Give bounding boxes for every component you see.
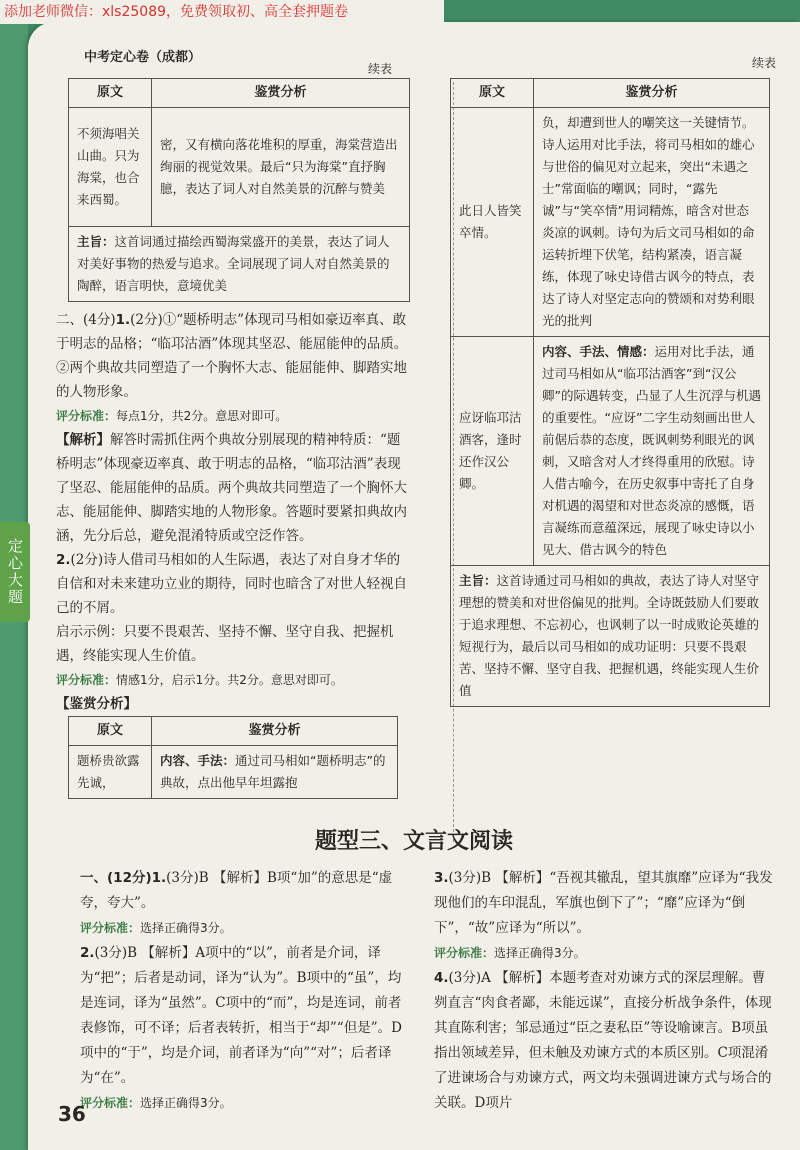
left-analysis-table bbox=[68, 78, 410, 302]
analysis-label: 内容、手法、情感： bbox=[542, 344, 655, 359]
original-cell: 应讶临邛沽酒客，逢时还作汉公卿。 bbox=[451, 337, 534, 566]
right-column bbox=[450, 78, 770, 707]
q2-2-answer bbox=[56, 548, 410, 620]
summary-cell bbox=[451, 566, 770, 707]
q1-answer bbox=[80, 866, 410, 916]
page-number: 36 bbox=[58, 1102, 86, 1126]
analysis-text: 运用对比手法，通过司马相如从“临邛沽酒客”到“汉公卿”的际遇转变，凸显了人生沉浮与机遇的重要性。“应讶”二字生动刻画出世人前倨后恭的态度，既讽刺势利眼光的讽刺，又暗含对人才终得重用的欣慰。诗人借古喻今，在历史叙事中寄托了自身对机遇的渴望和对世态炎凉的感慨，语言凝练而意蕴深远，展现了咏史诗以小见大、借古讽今的特色 bbox=[542, 344, 761, 557]
bottom-right-column bbox=[434, 866, 774, 1116]
grade-text: 选择正确得3分。 bbox=[140, 1096, 232, 1110]
question-2-block bbox=[56, 308, 410, 799]
q2-2-hint: 启示示例：只要不畏艰苦、坚持不懈、坚守自我、把握机遇，终能实现人生价值。 bbox=[56, 624, 394, 664]
grade-text: 选择正确得3分。 bbox=[494, 946, 586, 960]
summary-label: 主旨： bbox=[459, 573, 497, 588]
q-number: 4. bbox=[434, 970, 449, 986]
grade-label: 评分标准： bbox=[80, 1096, 141, 1110]
analysis-cell bbox=[152, 746, 398, 799]
q1-grade bbox=[80, 916, 410, 941]
q2-text: (3分)B 【解析】A项中的“以”，前者是介词，译为“把”；后者是动词，译为“认为”。B项中的“虽”，均是连词，译为“虽然”。C项中的“而”，均是连词，前者表修饰，可不译；后者表转折，相当于“却”“但是”。D项中的“于”，均是介词，前者译为“向”“对”；后者译为“在”。 bbox=[80, 945, 402, 1086]
grade-label: 评分标准： bbox=[80, 921, 141, 935]
analysis-label: 内容、手法： bbox=[160, 753, 236, 768]
analysis-text: 通过司马相如“题桥明志”的典故，点出他早年坦露抱 bbox=[160, 753, 386, 790]
summary-text: 这首诗通过司马相如的典故，表达了诗人对坚守理想的赞美和对世俗偏见的批判。全诗既鼓励人们要敢于追求理想、不忘初心，也讽刺了以一时成败论英雄的短视行为，最后以司马相如的成功证明：只要不畏艰苦、坚持不懈、坚守自我、把握机遇，终能实现人生价值 bbox=[459, 573, 760, 698]
grade-label: 评分标准： bbox=[56, 409, 117, 423]
q2-2-grade bbox=[56, 668, 410, 692]
grade-text: 情感1分，启示1分。共2分。意思对即可。 bbox=[116, 673, 343, 687]
q3-text: (3分)B 【解析】“吾视其辙乱，望其旗靡”应译为“我发现他们的车印混乱，军旗也倒下了”；“靡”应译为“倒下”，“故”应译为“所以”。 bbox=[434, 870, 773, 936]
original-cell: 此日人皆笑卒情。 bbox=[451, 108, 534, 337]
grade-text: 每点1分，共2分。意思对即可。 bbox=[116, 409, 288, 423]
q3-grade bbox=[434, 941, 774, 966]
grade-text: 选择正确得3分。 bbox=[140, 921, 232, 935]
q2-1-explain bbox=[56, 428, 410, 548]
col-header-analysis: 鉴赏分析 bbox=[534, 79, 770, 108]
col-header-original: 原文 bbox=[69, 717, 152, 746]
analysis-cell bbox=[534, 337, 770, 566]
original-cell: 题桥贵欲露先诚， bbox=[69, 746, 152, 799]
q1-text: (3分)B 【解析】B项“加”的意思是“虚夸，夸大”。 bbox=[80, 870, 393, 911]
analysis-cell: 负，却遭到世人的嘲笑这一关键情节。诗人运用对比手法，将司马相如的雄心与世俗的偏见对立起来，突出“未遇之士”常面临的嘲讽；同时，“露先诚”与“笑卒情”用词精炼，暗含对世态炎凉的讽刺。诗句为后文司马相如的命运转折埋下伏笔，结构紧凑，语言凝练，体现了咏史诗借古讽今的特点，表达了诗人对坚定志向的赞颂和对势利眼光的批判 bbox=[534, 108, 770, 337]
q2-1-grade bbox=[56, 404, 410, 428]
q4-text: (3分)A 【解析】本题考查对劝谏方式的深层理解。曹刿直言“肉食者鄙，未能远谋”，直接分析战争条件，体现其直陈利害；邹忌通过“臣之妻私臣”等设喻谏言。B项虽指出领域差异，但未触及劝谏方式的本质区别。C项混淆了进谏场合与劝谏方式，两文均未强调进谏方式与场合的关联。D项片 bbox=[434, 970, 772, 1111]
bottom-left-column bbox=[80, 866, 410, 1116]
running-header: 中考定心卷（成都） bbox=[84, 50, 202, 65]
continued-label-right: 续表 bbox=[752, 56, 777, 70]
explain-label: 【解析】 bbox=[56, 432, 110, 448]
section-title: 题型三、文言文阅读 bbox=[314, 829, 513, 854]
q2-answer bbox=[80, 941, 410, 1091]
q-number: 2. bbox=[56, 552, 71, 568]
q4-answer bbox=[434, 966, 774, 1116]
right-analysis-table bbox=[450, 78, 770, 707]
analysis-cell: 密，又有横向落花堆积的厚重，海棠营造出绚丽的视觉效果。最后“只为海棠”直抒胸臆，表达了词人对自然美景的沉醉与赞美 bbox=[152, 108, 410, 227]
q-number: 3. bbox=[434, 870, 449, 886]
table-row bbox=[451, 337, 770, 566]
col-header-analysis: 鉴赏分析 bbox=[152, 79, 410, 108]
left-column bbox=[56, 78, 410, 799]
q-number: 2. bbox=[80, 945, 95, 961]
summary-label: 主旨： bbox=[77, 234, 115, 249]
summary-cell bbox=[69, 227, 410, 302]
grade-label: 评分标准： bbox=[434, 946, 495, 960]
q2-2-text: (2分)诗人借司马相如的人生际遇，表达了对自身才华的自信和对未来建功立业的期待，同时也暗含了对世人轻视自己的不屑。 bbox=[56, 552, 407, 616]
col-header-original: 原文 bbox=[451, 79, 534, 108]
continued-label-left: 续表 bbox=[368, 62, 393, 76]
q3-answer bbox=[434, 866, 774, 941]
q-number: 1. bbox=[115, 312, 131, 328]
table-row bbox=[69, 746, 398, 799]
q2-1-text: (2分)①“题桥明志”体现司马相如豪迈率真、敢于明志的品格；“临邛沽酒”体现其坚忍、能屈能伸的品质。②两个典故共同塑造了一个胸怀大志、能屈能伸、脚踏实地的人物形象。 bbox=[56, 312, 408, 400]
table-row bbox=[451, 108, 770, 337]
watermark-text: 添加老师微信：xls25089，免费领取初、高全套押题卷 bbox=[0, 0, 444, 24]
col-header-original: 原文 bbox=[69, 79, 152, 108]
original-cell: 不须海唱关山曲。只为海棠，也合来西蜀。 bbox=[69, 108, 152, 227]
q2-intro: 二、(4分) bbox=[56, 312, 116, 328]
grade-label: 评分标准： bbox=[56, 673, 117, 687]
table-row bbox=[69, 108, 410, 227]
explain-text: 解答时需抓住两个典故分别展现的精神特质：“题桥明志”体现豪迈率真、敢于明志的品格，“临邛沽酒”表现了坚忍、能屈能伸的品质。两个典故共同塑造了一个胸怀大志、能屈能伸、脚踏实地的人物形象。答题时要紧扣典故内涵，先分后总，避免混淆特质或空泛作答。 bbox=[56, 432, 407, 544]
appreciation-table bbox=[68, 716, 398, 799]
q-number: 一、(12分)1. bbox=[80, 870, 167, 886]
q2-1-answer bbox=[56, 308, 410, 404]
q2-grade bbox=[80, 1091, 410, 1116]
summary-text: 这首词通过描绘西蜀海棠盛开的美景，表达了词人对美好事物的热爱与追求。全词展现了词人对自然美景的陶醉，语言明快，意境优美 bbox=[77, 234, 390, 293]
section-tab: 定心大题 bbox=[0, 522, 30, 622]
appreciation-label: 【鉴赏分析】 bbox=[56, 696, 137, 712]
col-header-analysis: 鉴赏分析 bbox=[152, 717, 398, 746]
